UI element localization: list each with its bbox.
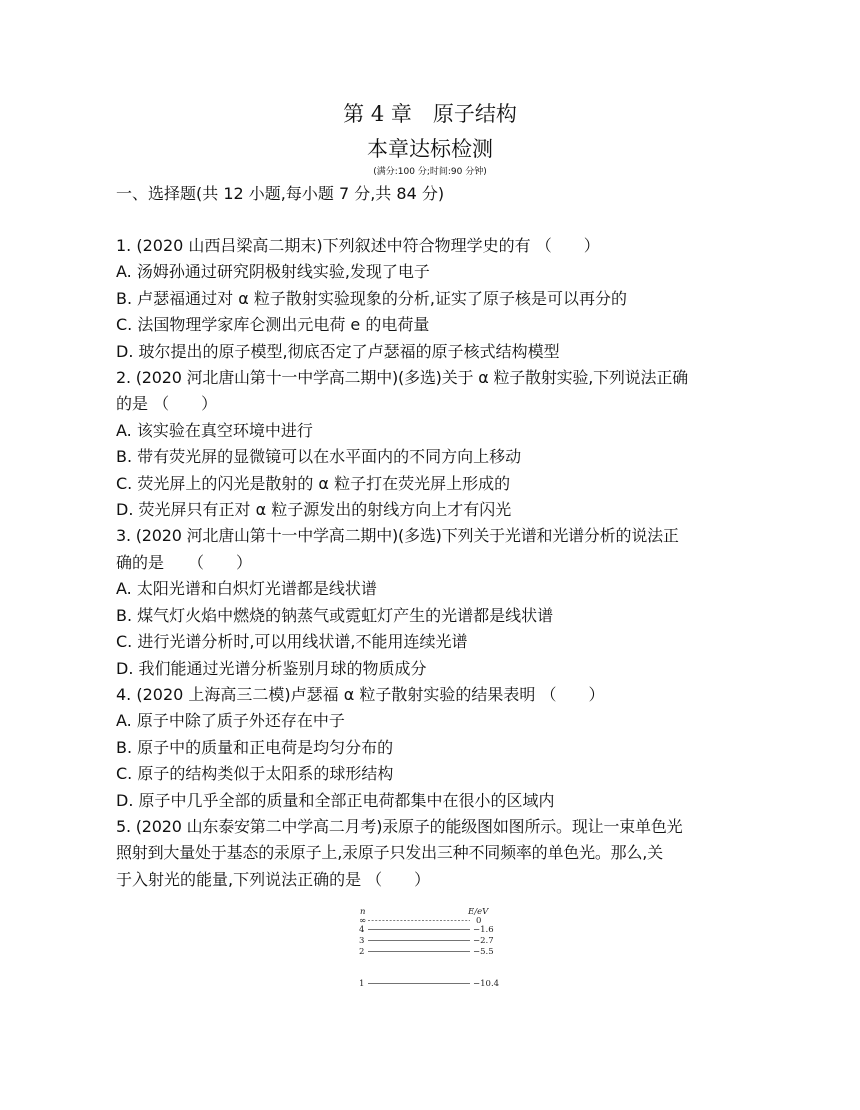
option-line: C. 原子的结构类似于太阳系的球形结构 xyxy=(116,764,394,784)
option-line: D. 原子中几乎全部的质量和全部正电荷都集中在很小的区域内 xyxy=(116,790,555,810)
energy-axis-label: E/eV xyxy=(468,907,489,917)
question-line: 于入射光的能量,下列说法正确的是 （ ） xyxy=(116,869,431,889)
level-n-label: 1 xyxy=(359,979,365,989)
section-heading: 一、选择题(共 12 小题,每小题 7 分,共 84 分) xyxy=(116,184,445,203)
option-line: A. 太阳光谱和白炽灯光谱都是线状谱 xyxy=(116,579,377,599)
energy-level-diagram xyxy=(356,905,506,993)
option-line: D. 荧光屏只有正对 α 粒子源发出的射线方向上才有闪光 xyxy=(116,500,512,520)
option-line: C. 荧光屏上的闪光是散射的 α 粒子打在荧光屏上形成的 xyxy=(116,473,511,493)
question-line: 2. (2020 河北唐山第十一中学高二期中)(多选)关于 α 粒子散射实验,下列说法正确 xyxy=(116,368,688,388)
option-line: C. 法国物理学家库仑测出元电荷 e 的电荷量 xyxy=(116,315,430,335)
question-line: 1. (2020 山西吕梁高二期末)下列叙述中符合物理学史的有 （ ） xyxy=(116,236,600,255)
option-line: B. 煤气灯火焰中燃烧的钠蒸气或霓虹灯产生的光谱都是线状谱 xyxy=(116,605,554,625)
option-line: D. 玻尔提出的原子模型,彻底否定了卢瑟福的原子核式结构模型 xyxy=(116,341,560,361)
option-line: B. 原子中的质量和正电荷是均匀分布的 xyxy=(116,737,394,757)
question-line: 的是 （ ） xyxy=(116,394,218,414)
level-n-label: 4 xyxy=(359,925,365,935)
question-line: 照射到大量处于基态的汞原子上,汞原子只发出三种不同频率的单色光。那么,关 xyxy=(116,843,663,863)
level-energy-label: 0 xyxy=(476,916,482,926)
level-n-label: ∞ xyxy=(359,916,367,926)
option-line: B. 卢瑟福通过对 α 粒子散射实验现象的分析,证实了原子核是可以再分的 xyxy=(116,288,627,308)
question-line: 确的是 （ ） xyxy=(116,552,253,572)
question-line: 5. (2020 山东泰安第二中学高二月考)汞原子的能级图如图所示。现让一束单色光 xyxy=(116,816,683,836)
question-list xyxy=(116,233,744,893)
exam-meta: (满分:100 分;时间:90 分钟) xyxy=(373,167,487,177)
option-line: A. 该实验在真空环境中进行 xyxy=(116,420,313,440)
level-energy-label: −1.6 xyxy=(473,925,494,935)
chapter-title: 第 4 章 原子结构 xyxy=(343,102,517,126)
question-line: 4. (2020 上海高三二模)卢瑟福 α 粒子散射实验的结果表明 （ ） xyxy=(116,684,605,704)
question-line: 3. (2020 河北唐山第十一中学高二期中)(多选)下列关于光谱和光谱分析的说法正 xyxy=(116,526,679,546)
n-axis-label: n xyxy=(360,907,366,917)
level-energy-label: −5.5 xyxy=(473,947,494,957)
option-line: C. 进行光谱分析时,可以用线状谱,不能用连续光谱 xyxy=(116,632,468,652)
option-line: B. 带有荧光屏的显微镜可以在水平面内的不同方向上移动 xyxy=(116,447,522,467)
option-line: A. 汤姆孙通过研究阴极射线实验,发现了电子 xyxy=(116,262,430,282)
level-n-label: 3 xyxy=(359,936,365,946)
page-subtitle: 本章达标检测 xyxy=(367,137,493,161)
option-line: D. 我们能通过光谱分析鉴别月球的物质成分 xyxy=(116,658,427,678)
level-n-label: 2 xyxy=(359,947,365,957)
level-energy-label: −2.7 xyxy=(473,936,494,946)
option-line: A. 原子中除了质子外还存在中子 xyxy=(116,711,345,731)
level-energy-label: −10.4 xyxy=(473,979,500,989)
